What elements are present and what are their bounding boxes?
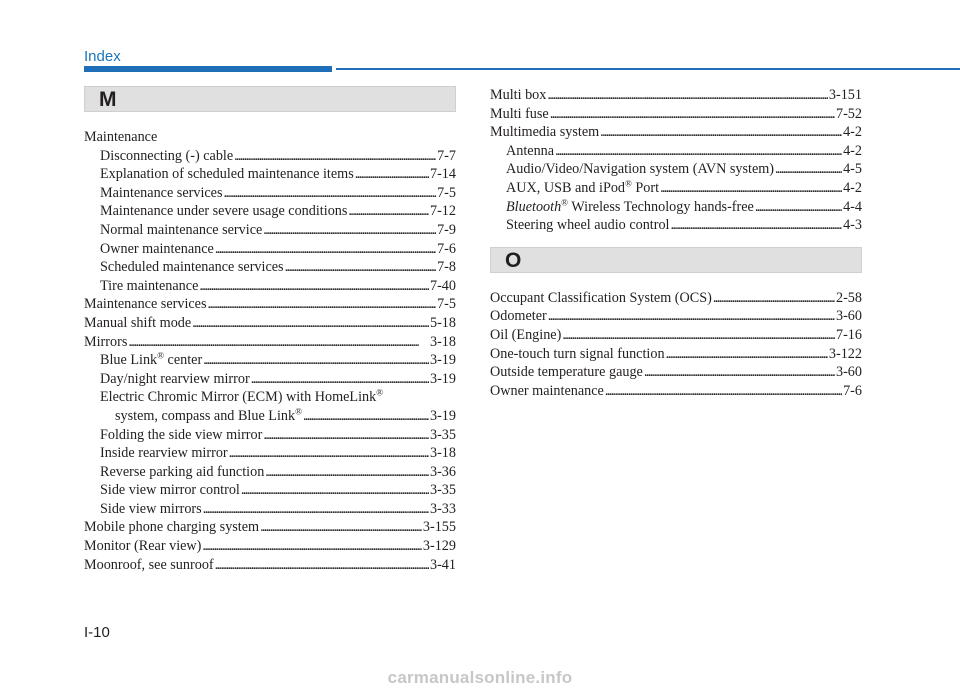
- entry-text: Monitor (Rear view): [84, 538, 202, 555]
- entry-text: Maintenance: [84, 129, 158, 145]
- entry-text: Occupant Classification System (OCS): [490, 289, 712, 306]
- index-entry-list: [490, 86, 862, 235]
- index-entry: [84, 481, 456, 500]
- dot-leader: [203, 351, 429, 370]
- entry-page-ref: 7-16: [835, 326, 862, 343]
- entry-text: Reverse parking aid function: [100, 463, 265, 480]
- entry-page-ref: 7-7: [437, 147, 456, 164]
- index-entry-list: [84, 128, 456, 574]
- entry-page-ref: 4-5: [843, 161, 862, 178]
- index-entry: [490, 198, 862, 217]
- dot-leader: [303, 407, 429, 426]
- index-entry: [490, 86, 862, 105]
- index-entry: [84, 463, 456, 482]
- dot-leader: [199, 277, 429, 296]
- entry-page-ref: 3-122: [828, 345, 862, 362]
- index-entry: [84, 351, 456, 370]
- dot-leader: [263, 426, 429, 445]
- index-entry: [490, 363, 862, 382]
- entry-page-ref: 3-19: [429, 370, 456, 387]
- entry-page-ref: 3-35: [429, 426, 456, 443]
- entry-text: Electric Chromic Mirror (ECM) with HomeLink®: [100, 387, 384, 406]
- dot-leader: [260, 518, 422, 537]
- index-entry: [84, 407, 456, 426]
- entry-text: Audio/Video/Navigation system (AVN system): [506, 161, 775, 178]
- entry-page-ref: 3-36: [429, 463, 456, 480]
- dot-leader: [192, 314, 429, 333]
- dot-leader: [265, 463, 429, 482]
- entry-page-ref: 3-33: [429, 500, 456, 517]
- index-entry: [84, 556, 456, 575]
- index-entry: [84, 333, 456, 352]
- entry-text: Owner maintenance: [100, 240, 214, 257]
- dot-leader: [215, 556, 429, 575]
- entry-text: Multi box: [490, 87, 547, 103]
- entry-text: Antenna: [506, 142, 555, 159]
- index-entry: [84, 165, 456, 184]
- entry-text: Explanation of scheduled maintenance items: [100, 166, 354, 183]
- index-entry: [490, 382, 862, 401]
- dot-leader: [263, 221, 436, 240]
- entry-page-ref: 7-14: [429, 166, 456, 183]
- entry-page-ref: 7-12: [429, 203, 456, 220]
- index-entry: [84, 184, 456, 203]
- dot-leader: [234, 147, 436, 166]
- entry-page-ref: 3-18: [429, 333, 456, 350]
- entry-text: Owner maintenance: [490, 382, 604, 399]
- index-entry: [84, 388, 456, 407]
- entry-text: Manual shift mode: [84, 314, 192, 331]
- dot-leader: [208, 295, 437, 314]
- entry-page-ref: 3-60: [835, 308, 862, 325]
- entry-text: Side view mirrors: [100, 500, 202, 517]
- entry-page-ref: 7-52: [835, 105, 862, 122]
- entry-text: Odometer: [490, 308, 547, 325]
- entry-text: Side view mirror control: [100, 482, 240, 499]
- entry-text: Folding the side view mirror: [100, 426, 263, 443]
- entry-page-ref: 3-19: [429, 407, 456, 424]
- index-entry: [84, 128, 456, 147]
- entry-text: Bluetooth® Wireless Technology hands-free: [506, 196, 754, 215]
- index-column-right: [490, 86, 862, 400]
- entry-text: Outside temperature gauge: [490, 364, 643, 381]
- index-entry: [490, 179, 862, 198]
- dot-leader: [555, 142, 842, 161]
- entry-page-ref: 4-2: [843, 124, 862, 141]
- index-entry: [84, 240, 456, 259]
- dot-leader: [550, 105, 835, 124]
- index-entry: [84, 444, 456, 463]
- dot-leader: [215, 240, 436, 259]
- entry-text: Mobile phone charging system: [84, 519, 260, 536]
- index-entry: [490, 345, 862, 364]
- entry-page-ref: 7-5: [437, 296, 456, 313]
- watermark: carmanualsonline.info: [387, 668, 573, 687]
- dot-leader: [547, 86, 828, 105]
- dot-leader: [224, 184, 437, 203]
- entry-page-ref: 7-40: [429, 277, 456, 294]
- dot-leader: [241, 481, 429, 500]
- entry-page-ref: 7-5: [437, 184, 456, 201]
- entry-text: One-touch turn signal function: [490, 345, 665, 362]
- dot-leader: [660, 179, 842, 198]
- entry-page-ref: 3-41: [429, 556, 456, 573]
- dot-leader: [666, 345, 828, 364]
- entry-page-ref: 4-3: [843, 217, 862, 234]
- entry-text: Maintenance services: [100, 184, 223, 201]
- index-entry: [84, 537, 456, 556]
- index-entry: [490, 307, 862, 326]
- index-column-left: [84, 86, 456, 574]
- index-entry: [84, 500, 456, 519]
- entry-text: system, compass and Blue Link®: [115, 406, 302, 424]
- entry-page-ref: 2-58: [835, 289, 862, 306]
- dot-leader: [251, 370, 429, 389]
- page-number: I-10: [84, 624, 110, 641]
- index-entry: [490, 326, 862, 345]
- index-entry: [84, 518, 456, 537]
- entry-page-ref: 3-35: [429, 482, 456, 499]
- index-entry: [84, 202, 456, 221]
- dot-leader: [562, 326, 835, 345]
- letter-heading-m: M: [84, 86, 456, 112]
- dot-leader: [671, 216, 843, 235]
- dot-leader: [600, 123, 842, 142]
- entry-page-ref: 4-4: [843, 198, 862, 215]
- entry-text: Steering wheel audio control: [506, 217, 670, 234]
- dot-leader: [713, 289, 835, 308]
- entry-page-ref: 3-155: [422, 519, 456, 536]
- entry-text: Mirrors: [84, 333, 128, 350]
- entry-text: Oil (Engine): [490, 326, 562, 343]
- entry-text: Moonroof, see sunroof: [84, 556, 214, 573]
- dot-leader: [605, 382, 842, 401]
- entry-page-ref: 3-151: [828, 87, 862, 103]
- entry-text: Disconnecting (-) cable: [100, 147, 234, 164]
- entry-page-ref: 3-19: [429, 352, 456, 369]
- entry-text: AUX, USB and iPod® Port: [506, 178, 660, 196]
- index-entry: [490, 123, 862, 142]
- entry-page-ref: 7-6: [437, 240, 456, 257]
- index-entry: [84, 277, 456, 296]
- entry-text: Scheduled maintenance services: [100, 259, 284, 276]
- dot-leader: [285, 258, 437, 277]
- index-entry: [84, 147, 456, 166]
- dot-leader: [202, 537, 421, 556]
- entry-page-ref: 4-2: [843, 179, 862, 196]
- index-entry: [490, 105, 862, 124]
- dot-leader: [355, 165, 429, 184]
- entry-text: Day/night rearview mirror: [100, 370, 250, 387]
- entry-text: Tire maintenance: [100, 277, 199, 294]
- dot-leader: [775, 160, 842, 179]
- section-label: Index: [84, 48, 121, 65]
- index-entry: [490, 142, 862, 161]
- header-rule-thick: [84, 66, 332, 72]
- dot-leader: [229, 444, 429, 463]
- index-entry: [84, 258, 456, 277]
- entry-page-ref: 3-18: [429, 445, 456, 462]
- dot-leader: [644, 363, 835, 382]
- dot-leader: [203, 500, 429, 519]
- entry-text: Multimedia system: [490, 124, 600, 141]
- index-entry-list: [490, 289, 862, 401]
- entry-text: Normal maintenance service: [100, 221, 263, 238]
- entry-page-ref: 7-8: [437, 259, 456, 276]
- entry-text: Blue Link® center: [100, 350, 203, 369]
- index-entry: [84, 221, 456, 240]
- entry-text: Maintenance under severe usage conditions: [100, 203, 348, 220]
- index-entry: [84, 426, 456, 445]
- index-entry: [84, 370, 456, 389]
- entry-page-ref: 7-6: [843, 382, 862, 399]
- entry-page-ref: 4-2: [843, 142, 862, 159]
- entry-text: Multi fuse: [490, 105, 549, 122]
- index-entry: [490, 289, 862, 308]
- dot-leader: [755, 198, 842, 217]
- entry-page-ref: 3-60: [835, 364, 862, 381]
- entry-page-ref: 5-18: [429, 314, 456, 331]
- index-entry: [84, 314, 456, 333]
- entry-page-ref: 7-9: [437, 221, 456, 238]
- dot-leader: [128, 333, 429, 352]
- dot-leader: [548, 307, 835, 326]
- letter-heading-o: O: [490, 247, 862, 273]
- entry-text: Maintenance services: [84, 296, 207, 313]
- index-entry: [490, 160, 862, 179]
- header-rule-thin: [336, 68, 960, 70]
- index-entry: [84, 295, 456, 314]
- entry-text: Inside rearview mirror: [100, 445, 228, 462]
- index-entry: [490, 216, 862, 235]
- dot-leader: [348, 202, 429, 221]
- entry-page-ref: 3-129: [422, 538, 456, 555]
